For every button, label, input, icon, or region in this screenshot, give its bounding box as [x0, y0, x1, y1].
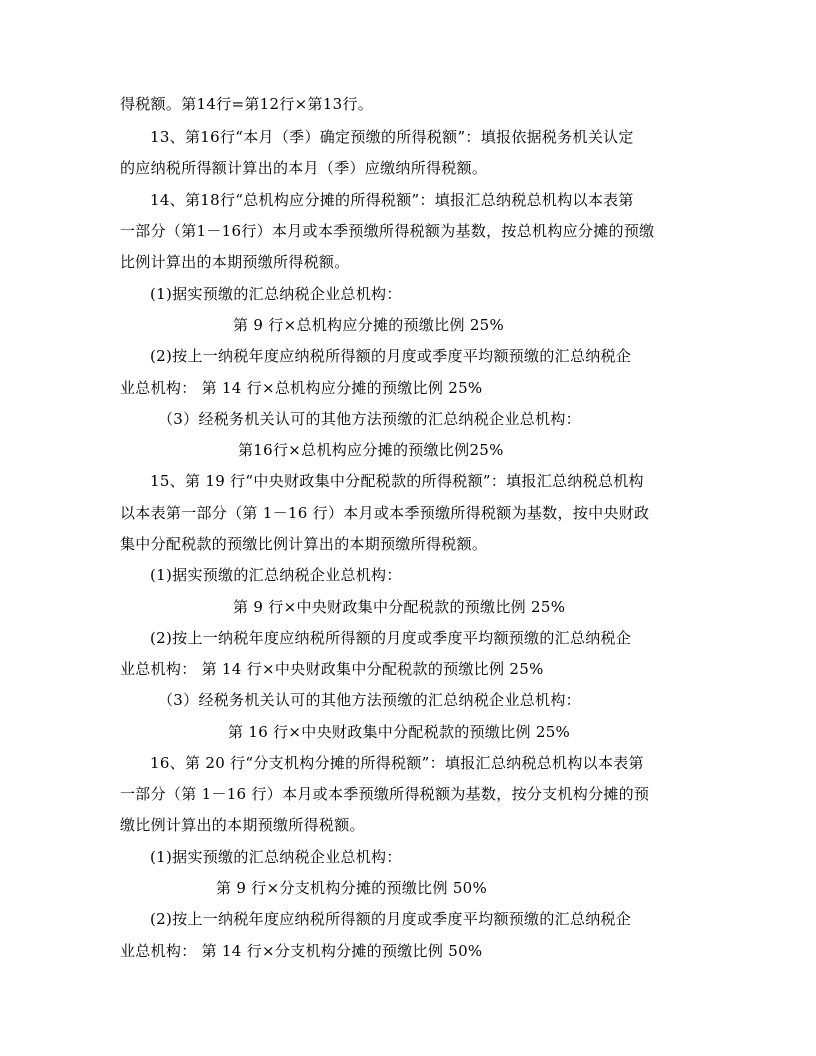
text-line: (2)按上一纳税年度应纳税所得额的月度或季度平均额预缴的汇总纳税企	[150, 910, 632, 928]
formula-line: 第16行×总机构应分摊的预缴比例25%	[238, 441, 504, 459]
text-line: (1)据实预缴的汇总纳税企业总机构：	[150, 566, 402, 584]
text-line: 14、第18行“总机构应分摊的所得税额”：填报汇总纳税总机构以本表第	[150, 191, 634, 209]
text-line: （3）经税务机关认可的其他方法预缴的汇总纳税企业总机构：	[158, 410, 581, 428]
text-line: 业总机构： 第 14 行×中央财政集中分配税款的预缴比例 25%	[120, 660, 544, 678]
text-line: 集中分配税款的预缴比例计算出的本期预缴所得税额。	[120, 535, 488, 553]
text-line: (2)按上一纳税年度应纳税所得额的月度或季度平均额预缴的汇总纳税企	[150, 629, 632, 647]
formula-line: 第 9 行×分支机构分摊的预缴比例 50%	[216, 879, 488, 897]
text-line: (2)按上一纳税年度应纳税所得额的月度或季度平均额预缴的汇总纳税企	[150, 347, 632, 365]
text-line: 一部分（第1－16行）本月或本季预缴所得税额为基数，按总机构应分摊的预缴	[120, 222, 655, 240]
text-line: (1)据实预缴的汇总纳税企业总机构：	[150, 285, 402, 303]
formula-line: 第 16 行×中央财政集中分配税款的预缴比例 25%	[228, 723, 571, 741]
text-line: 13、第16行“本月（季）确定预缴的所得税额”：填报依据税务机关认定	[150, 128, 634, 146]
text-line: 缴比例计算出的本期预缴所得税额。	[120, 816, 365, 834]
text-line: 16、第 20 行“分支机构分摊的所得税额”：填报汇总纳税总机构以本表第	[150, 754, 644, 772]
text-line: (1)据实预缴的汇总纳税企业总机构：	[150, 848, 402, 866]
text-line: 一部分（第 1－16 行）本月或本季预缴所得税额为基数，按分支机构分摊的预	[120, 785, 650, 803]
formula-line: 第 9 行×总机构应分摊的预缴比例 25%	[233, 316, 505, 334]
formula-line: 第 9 行×中央财政集中分配税款的预缴比例 25%	[233, 598, 566, 616]
text-line: 15、第 19 行“中央财政集中分配税款的所得税额”：填报汇总纳税总机构	[150, 472, 644, 490]
text-line: 的应纳税所得额计算出的本月（季）应缴纳所得税额。	[120, 159, 488, 177]
text-line: 业总机构： 第 14 行×分支机构分摊的预缴比例 50%	[120, 942, 483, 960]
text-line: 比例计算出的本期预缴所得税额。	[120, 253, 350, 271]
text-line: （3）经税务机关认可的其他方法预缴的汇总纳税企业总机构：	[158, 691, 581, 709]
text-line: 得税额。第14行=第12行×第13行。	[120, 95, 374, 113]
text-line: 业总机构： 第 14 行×总机构应分摊的预缴比例 25%	[120, 379, 483, 397]
text-line: 以本表第一部分（第 1－16 行）本月或本季预缴所得税额为基数，按中央财政	[120, 504, 650, 522]
